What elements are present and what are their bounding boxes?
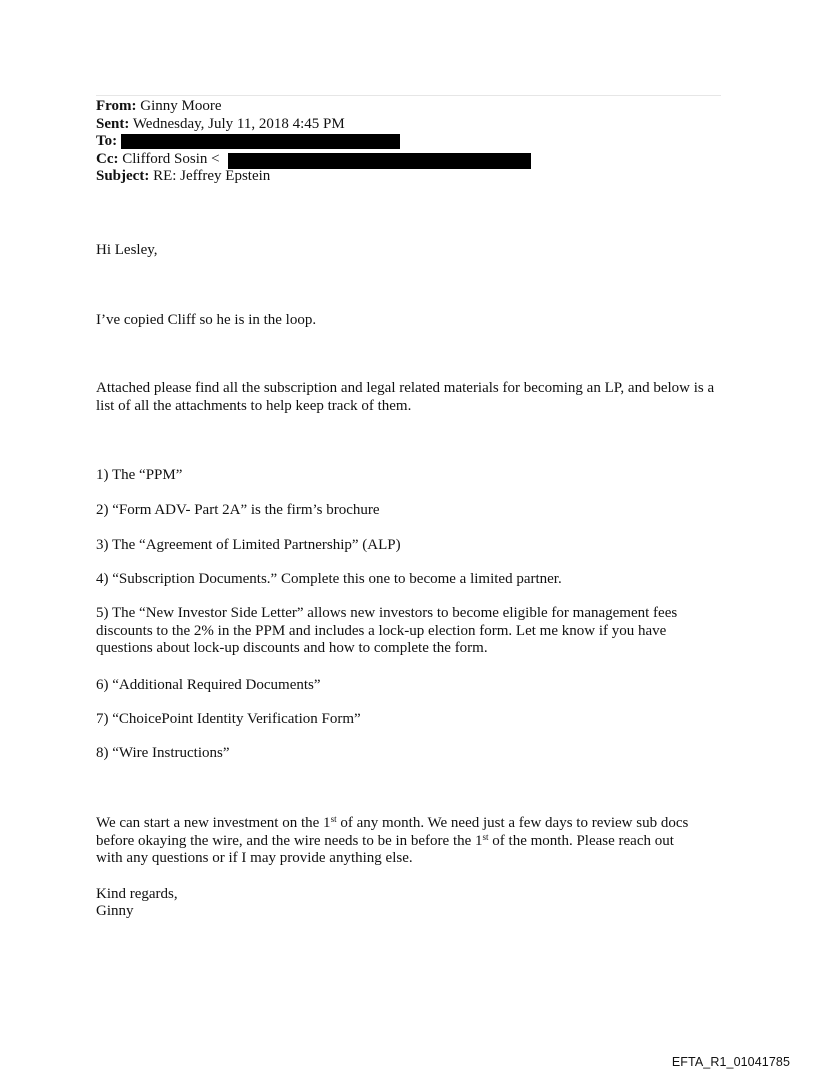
sent-value: Wednesday, July 11, 2018 4:45 PM [132,115,345,132]
attachment-item-2: 2) “Form ADV- Part 2A” is the firm’s brochure [96,502,380,518]
attachment-item-3: 3) The “Agreement of Limited Partnership” (ALP) [96,537,401,553]
email-header [96,98,345,186]
cc-line [96,151,345,169]
from-value: Ginny Moore [140,98,222,114]
attachment-item-8: 8) “Wire Instructions” [96,745,230,761]
closing-text-c: of the month. Please reach out with any questions or if I may provide anything else. [96,832,674,866]
copied-paragraph: I’ve copied Cliff so he is in the loop. [96,312,317,328]
document-id: EFTA_R1_01041785 [671,1055,790,1069]
subject-value: RE: Jeffrey Epstein [153,168,271,184]
attachment-item-4: 4) “Subscription Documents.” Complete this one to become a limited partner. [96,571,562,587]
cc-value: Clifford Sosin < [122,150,220,167]
to-label: To: [96,133,118,149]
sent-line [96,116,345,134]
to-line [96,133,345,151]
closing-paragraph [96,815,696,868]
from-label: From: [96,98,137,114]
attachments-intro: Attached please find all the subscription and legal related materials for becoming an LP, and below is a list of all the attachments to help keep track of them. [96,380,715,414]
greeting: Hi Lesley, [96,242,158,258]
cc-redaction [228,153,531,169]
attachment-item-5: 5) The “New Investor Side Letter” allows new investors to become eligible for management fees discounts to the 2% in the PPM and includes a lock-up election form. Let me know if you have questions about lock-up discounts and how to complete the form. [96,605,678,656]
cc-label: Cc: [96,150,119,167]
attachment-item-7: 7) “ChoicePoint Identity Verification Form” [96,711,361,727]
attachment-item-6: 6) “Additional Required Documents” [96,677,321,693]
sign-off: Kind regards, [96,886,178,902]
from-line [96,98,345,116]
closing-text-b: of any month. We need just a few days to review sub docs before okaying the wire, and the wire needs to be in before the 1 [96,815,689,849]
second-ordinal-suffix: st [482,831,489,842]
subject-label: Subject: [96,168,150,184]
attachment-item-1: 1) The “PPM” [96,467,183,483]
header-divider [96,95,721,96]
subject-line [96,168,345,186]
closing-text-a: We can start a new investment on the 1 [96,815,331,831]
first-ordinal-suffix: st [330,814,337,824]
sent-label: Sent: [96,115,130,132]
to-redaction [121,134,400,149]
signature-name: Ginny [96,903,134,919]
